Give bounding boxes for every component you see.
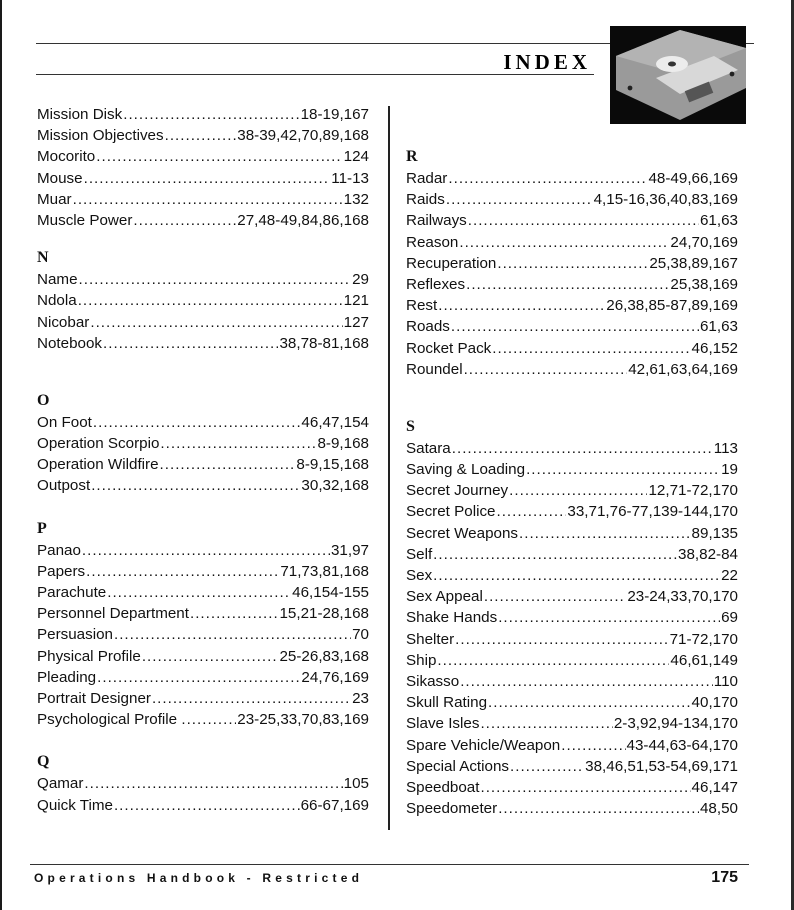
- index-entry: Roads ..... 61,63: [406, 316, 738, 337]
- index-entry: Railways ..... 61,63: [406, 210, 738, 231]
- index-entry: Speedometer ..... 48,50: [406, 798, 738, 819]
- index-entry: Slave Isles ..... 2-3,92,94-134,170: [406, 713, 738, 734]
- index-entry: Persuasion ..... 70: [37, 624, 369, 645]
- index-entry: Sex ..... 22: [406, 565, 738, 586]
- index-entry: Mocorito ..... 124: [37, 146, 369, 167]
- index-entry: Operation Scorpio ..... 8-9,168: [37, 433, 369, 454]
- page-edge-left: [0, 0, 2, 910]
- index-entry: Mission Disk ..... 18-19,167: [37, 104, 369, 125]
- footer-caption: Operations Handbook - Restricted: [34, 871, 364, 885]
- index-entry: Spare Vehicle/Weapon ..... 43-44,63-64,170: [406, 735, 738, 756]
- index-entry: Roundel ..... 42,61,63,64,169: [406, 359, 738, 380]
- index-entry: Saving & Loading ..... 19: [406, 459, 738, 480]
- index-entry: Satara ..... 113: [406, 438, 738, 459]
- index-entry: Reason ..... 24,70,169: [406, 232, 738, 253]
- index-entry: Radar ..... 48-49,66,169: [406, 168, 738, 189]
- footer-rule: [30, 864, 749, 865]
- index-entry: Muscle Power ..... 27,48-49,84,86,168: [37, 210, 369, 231]
- index-entry: Psychological Profile . ..... 23-25,33,70,83,169: [37, 709, 369, 730]
- section-letter-n: N: [37, 249, 49, 267]
- floppy-disk-icon: [610, 26, 746, 124]
- section-letter-s: S: [406, 417, 415, 435]
- index-entry: Shelter ..... 71-72,170: [406, 629, 738, 650]
- index-entry: Sikasso ..... 110: [406, 671, 738, 692]
- index-entry: Recuperation ..... 25,38,89,167: [406, 253, 738, 274]
- page-number: 175: [711, 869, 738, 886]
- section-letter-r: R: [406, 148, 418, 165]
- index-entry: Ship ..... 46,61,149: [406, 650, 738, 671]
- section-letter-p: P: [37, 519, 47, 537]
- index-entry: Muar ..... 132: [37, 189, 369, 210]
- index-column-left: [37, 104, 369, 816]
- index-entry: Rest ..... 26,38,85-87,89,169: [406, 295, 738, 316]
- index-entry: Rocket Pack ..... 46,152: [406, 338, 738, 359]
- index-column-right: [406, 146, 738, 819]
- index-entry: Physical Profile ..... 25-26,83,168: [37, 646, 369, 667]
- index-entry: Nicobar ..... 127: [37, 312, 369, 333]
- index-entry: Mission Objectives ..... 38-39,42,70,89,168: [37, 125, 369, 146]
- index-entry: Secret Journey ..... 12,71-72,170: [406, 480, 738, 501]
- index-entry: Parachute ..... 46,154-155: [37, 582, 369, 603]
- index-entry: Shake Hands ..... 69: [406, 607, 738, 628]
- index-entry: Qamar ..... 105: [37, 773, 369, 794]
- index-entry: On Foot ..... 46,47,154: [37, 412, 369, 433]
- index-entry: Reflexes ..... 25,38,169: [406, 274, 738, 295]
- index-entry: Secret Weapons ..... 89,135: [406, 523, 738, 544]
- index-entry: Raids ..... 4,15-16,36,40,83,169: [406, 189, 738, 210]
- index-entry: Portrait Designer ..... 23: [37, 688, 369, 709]
- index-entry: Name ..... 29: [37, 269, 369, 290]
- index-entry: Outpost ..... 30,32,168: [37, 475, 369, 496]
- index-entry: Speedboat ..... 46,147: [406, 777, 738, 798]
- index-entry: Pleading ..... 24,76,169: [37, 667, 369, 688]
- index-entry: Skull Rating ..... 40,170: [406, 692, 738, 713]
- section-letter-o: O: [37, 391, 50, 409]
- index-entry: Ndola ..... 121: [37, 290, 369, 311]
- column-divider: [388, 106, 390, 830]
- index-entry: Self ..... 38,82-84: [406, 544, 738, 565]
- index-entry: Papers ..... 71,73,81,168: [37, 561, 369, 582]
- index-entry: Operation Wildfire ..... 8-9,15,168: [37, 454, 369, 475]
- index-entry: Notebook ..... 38,78-81,168: [37, 333, 369, 354]
- index-entry: Secret Police ..... 33,71,76-77,139-144,170: [406, 501, 738, 522]
- index-entry: Personnel Department ..... 15,21-28,168: [37, 603, 369, 624]
- section-letter-q: Q: [37, 753, 50, 771]
- index-entry: Special Actions ..... 38,46,51,53-54,69,171: [406, 756, 738, 777]
- index-entry: Panao ..... 31,97: [37, 540, 369, 561]
- index-entry: Sex Appeal ..... 23-24,33,70,170: [406, 586, 738, 607]
- page-title: INDEX: [503, 50, 591, 74]
- index-entry: Quick Time ..... 66-67,169: [37, 795, 369, 816]
- index-entry: Mouse ..... 11-13: [37, 168, 369, 189]
